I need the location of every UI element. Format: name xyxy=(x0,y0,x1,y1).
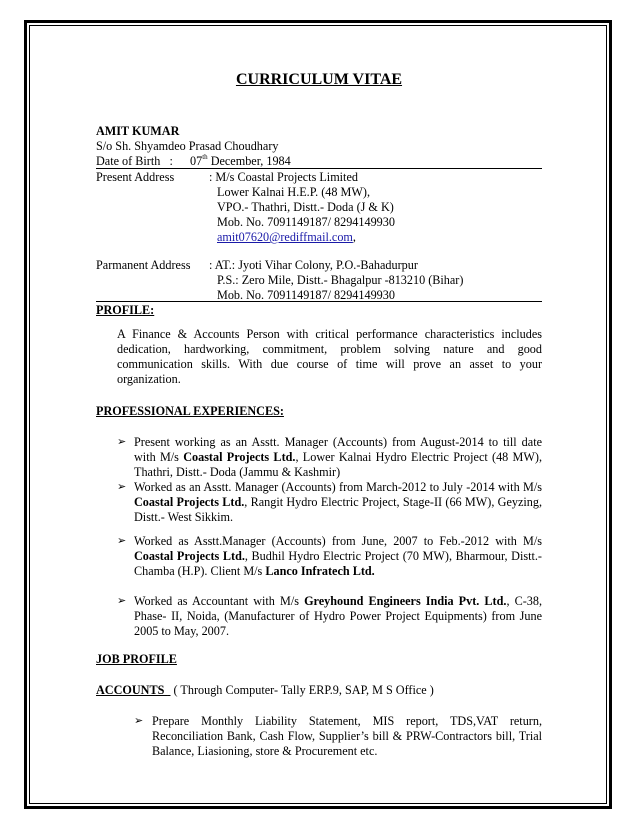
email-link[interactable]: amit07620@rediffmail.com xyxy=(217,230,353,244)
bullet-arrow-icon: ➢ xyxy=(117,481,127,493)
email-line xyxy=(217,230,356,245)
accounts-note: ( Through Computer- Tally ERP.9, SAP, M S Office ) xyxy=(170,683,434,697)
experience-item xyxy=(134,480,542,525)
dob-label: Date of Birth : xyxy=(96,154,173,168)
dob-rest: December, 1984 xyxy=(207,154,291,168)
bullet-arrow-icon: ➢ xyxy=(117,436,127,448)
present-address-label: Present Address xyxy=(96,170,175,184)
company-name: Coastal Projects Ltd. xyxy=(134,549,245,563)
bullet-arrow-icon: ➢ xyxy=(117,535,127,547)
experience-text: , C-38, Phase- II, Noida, (Manufacturer of Hydro Power Project Equipments) from June 2005 to May, 2007. xyxy=(134,594,543,638)
experience-item xyxy=(134,435,542,480)
dob-suffix: th xyxy=(202,152,208,161)
permanent-address-line: : AT.: Jyoti Vihar Colony, P.O.-Bahadurpur xyxy=(209,258,418,272)
document-title: CURRICULUM VITAE xyxy=(235,71,403,88)
experience-text: Worked as an Asstt. Manager (Accounts) from March-2012 to July -2014 with M/s xyxy=(134,480,542,494)
present-address-line: VPO.- Thathri, Distt.- Doda (J & K) xyxy=(217,200,394,214)
date-of-birth xyxy=(96,154,291,169)
experience-text: Present working as an Asstt. Manager (Accounts) from August-2014 to till date with M/s xyxy=(134,435,542,464)
company-name: Coastal Projects Ltd. xyxy=(183,450,296,464)
father-name: S/o Sh. Shyamdeo Prasad Choudhary xyxy=(96,139,279,153)
experience-item xyxy=(134,534,542,579)
permanent-address-line: Mob. No. 7091149187/ 8294149930 xyxy=(217,288,395,302)
present-address-line: Mob. No. 7091149187/ 8294149930 xyxy=(217,215,395,229)
job-profile-item: Prepare Monthly Liability Statement, MIS report, TDS,VAT return, Reconciliation Bank, Cash Flow, Supplier’s bill & PRW-Contractors bill, Trial Balance, Liasioning, store & Procurement etc. xyxy=(152,714,542,758)
experience-text: , Budhil Hydro Electric Project (70 MW), Bharmour, Distt.- Chamba (H.P). Client M/s xyxy=(134,549,542,578)
experience-text: Worked as Accountant with M/s xyxy=(134,594,305,608)
candidate-name: AMIT KUMAR xyxy=(96,124,180,138)
experience-text: , Rangit Hydro Electric Project, Stage-II (66 MW), Geyzing, Distt.- West Sikkim. xyxy=(134,495,542,524)
experience-text: , Lower Kalnai Hydro Electric Project (48 MW), Thathri, Distt.- Doda (Jammu & Kashmir) xyxy=(134,450,542,479)
experience-text: Worked as Asstt.Manager (Accounts) from June, 2007 to Feb.-2012 with M/s xyxy=(134,534,542,548)
bullet-arrow-icon: ➢ xyxy=(117,595,127,607)
company-name: Coastal Projects Ltd. xyxy=(134,495,245,509)
permanent-address-label: Parmanent Address xyxy=(96,258,191,272)
profile-heading: PROFILE: xyxy=(96,303,155,317)
company-name: Greyhound Engineers India Pvt. Ltd. xyxy=(304,594,507,608)
client-name: Lanco Infratech Ltd. xyxy=(265,564,375,578)
permanent-address-line: P.S.: Zero Mile, Distt.- Bhagalpur -813210 (Bihar) xyxy=(217,273,464,287)
dob-day: 07 xyxy=(190,154,203,168)
present-address-line: Lower Kalnai H.E.P. (48 MW), xyxy=(217,185,370,199)
accounts-heading: ACCOUNTS xyxy=(96,683,168,697)
experience-heading: PROFESSIONAL EXPERIENCES: xyxy=(96,404,284,418)
experience-item xyxy=(134,594,542,639)
email-suffix: , xyxy=(352,230,356,244)
job-profile-heading: JOB PROFILE xyxy=(96,652,177,666)
divider xyxy=(96,301,542,302)
profile-text: A Finance & Accounts Person with critical performance characteristics includes dedication, hardworking, commitment, problem solving nature and good communication skills. With due course of time will prove an asset to your organization. xyxy=(117,327,542,386)
bullet-arrow-icon: ➢ xyxy=(134,715,144,727)
present-address-line: : M/s Coastal Projects Limited xyxy=(209,170,358,184)
accounts-heading-line xyxy=(96,683,434,698)
divider xyxy=(96,168,542,169)
